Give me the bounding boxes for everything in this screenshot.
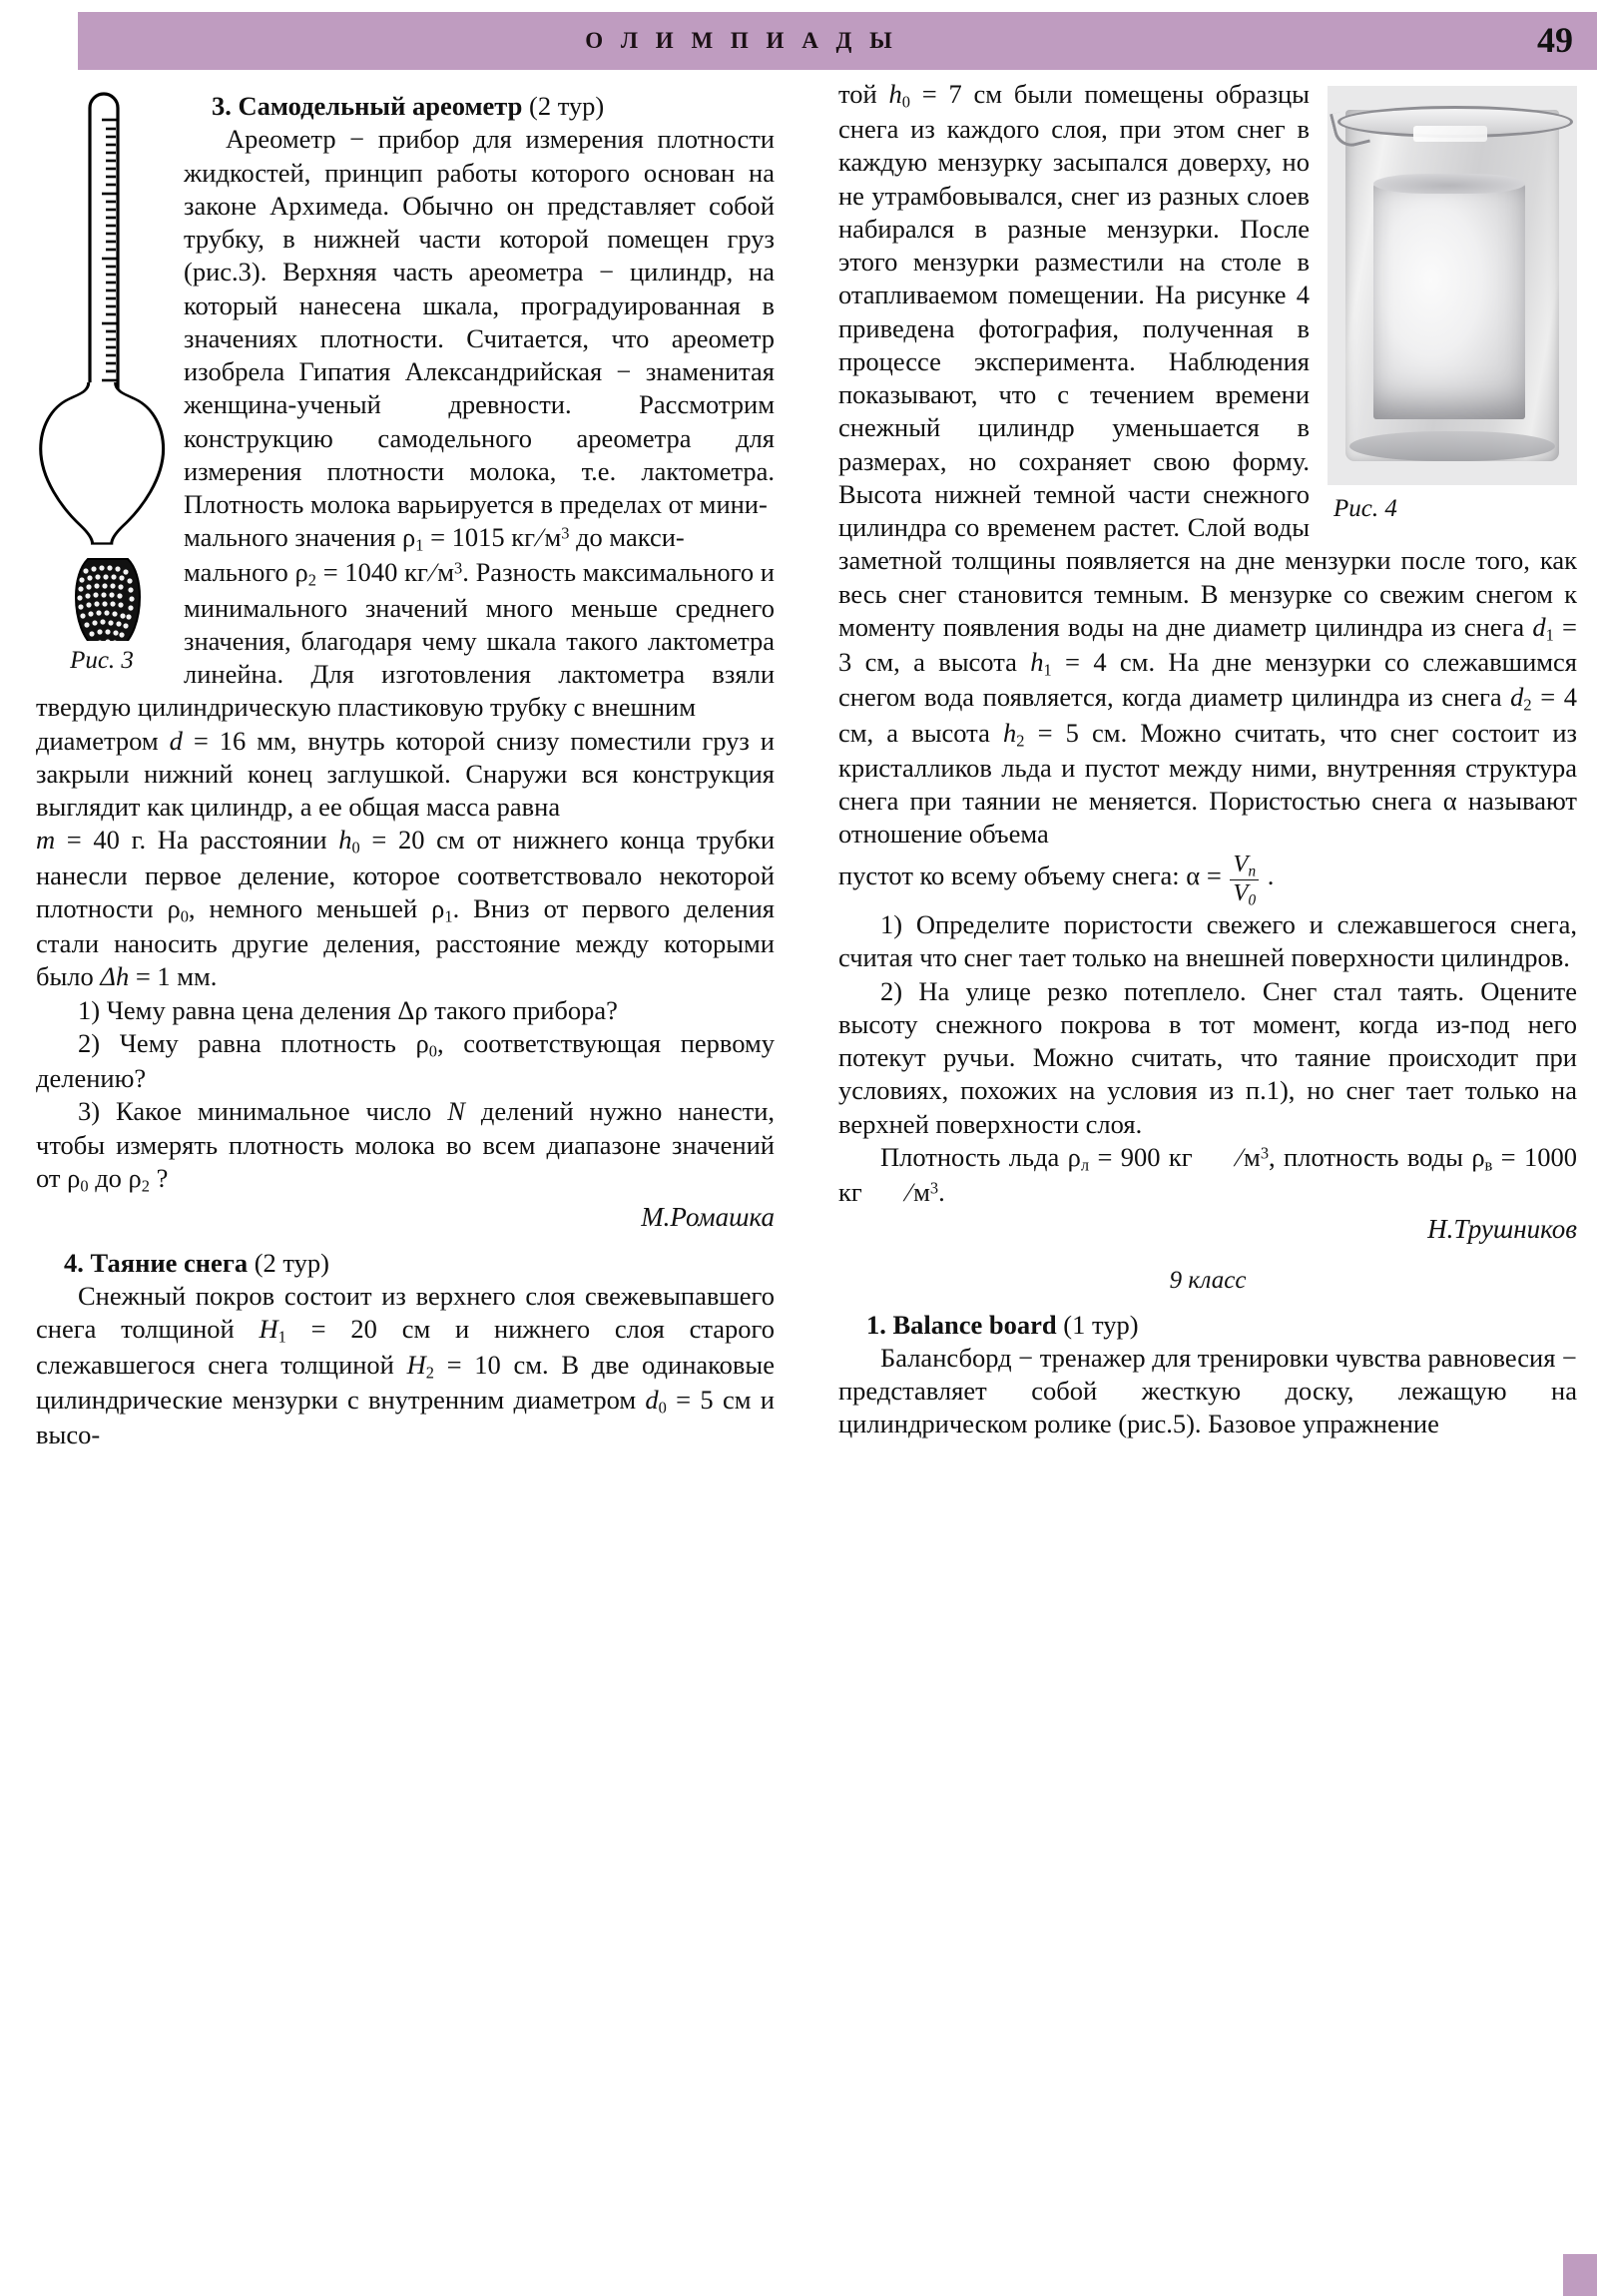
rho-water-symbol: ρ	[1471, 1141, 1485, 1172]
H1-symbol: H	[259, 1314, 278, 1345]
porosity-formula-line	[838, 852, 1577, 909]
unit-power: 3	[1260, 1143, 1270, 1163]
p4-middle-2: В две одинаковые цилиндрические мензурки с внутренним диаметром	[36, 1349, 775, 1415]
rho1-index: 1	[415, 535, 424, 555]
unit-m: м	[544, 522, 562, 553]
page-header-title: О Л И М П И А Д Ы	[585, 28, 898, 53]
unit-m: м	[913, 1177, 930, 1208]
rho2-symbol: ρ	[294, 557, 308, 588]
d-symbol: d	[169, 725, 183, 756]
h2-index: 2	[1016, 731, 1025, 751]
dens-middle: , плотность воды	[1269, 1141, 1472, 1172]
H1-index: 1	[277, 1328, 286, 1348]
problem-1-heading-bold: 1. Balance board	[866, 1309, 1057, 1340]
delta-h-equation: = 1 мм.	[129, 961, 218, 992]
problem-3-diameter-line	[36, 725, 775, 825]
porosity-den-symbol: V	[1233, 878, 1249, 906]
porosity-den-index: 0	[1248, 891, 1257, 909]
h0-symbol: h	[338, 825, 352, 856]
rc-tail-2: называют отношение объема	[838, 786, 1577, 850]
rc-lead-post: были помещены образцы снега из каждого слоя, при этом снег в каждую мензурку засыпался доверху, но не утрамбовывался, снег из разных слоев набирался в разные мензурки. После этого мензурки разместили на столе в отапливаемом помещении. На рисунке 4 приведена фотография, полученная в процессе эксперимента. Наблюдения показывают, что с течением времени снежный цилиндр уменьшается в размерах, но сохраняет свою форму. Высота нижней темной части снежного цилиндра со временем растет. Слой воды заметной толщины появляется на дне мензурки после того, как весь снег становится темным. В мензурке со свежим снегом к моменту появления воды на дне диаметр цилиндра из снега	[838, 79, 1577, 642]
d2-index: 2	[1523, 696, 1532, 715]
problem-4-question-2: 2) На улице резко потеплело. Снег стал таять. Оцените высоту снежного покрова в тот момент, когда из-под него потекут ручьи. Можно считать, что таяние происходит при условиях, похожих на условия из п.1), но снег тает только на верхней поверхности слоя.	[838, 975, 1577, 1139]
alpha-symbol: α	[1442, 786, 1457, 817]
h0-equation: = 20 см	[359, 825, 465, 856]
page-header-band	[78, 12, 1597, 70]
rho-ice-index: л	[1080, 1155, 1090, 1175]
slash-icon: /	[1231, 1141, 1248, 1172]
porosity-num-index: п	[1248, 861, 1257, 879]
q2-rho0-symbol: ρ	[415, 1027, 429, 1058]
right-column	[838, 78, 1577, 1441]
figure-4-beaker-photo	[1328, 86, 1577, 524]
q3-rho2-symbol: ρ	[128, 1162, 142, 1193]
q2-prefix: 2) Чему равна плотность	[78, 1027, 416, 1058]
p4-tail: и высо-	[36, 1384, 775, 1450]
d0-symbol: d	[645, 1384, 659, 1415]
p4-middle: и нижнего слоя старого слежавшегося снега толщиной	[36, 1314, 775, 1380]
rho-ice-symbol: ρ	[1067, 1141, 1081, 1172]
problem-4-heading-tail: (2 тур)	[248, 1247, 329, 1278]
slash-icon: /	[424, 557, 441, 588]
slash-icon: /	[900, 1177, 917, 1208]
rho1-suffix: до макси-	[569, 522, 685, 553]
rho1-equation: = 1015 кг	[423, 522, 536, 553]
slash-icon: /	[531, 522, 548, 553]
page-number: 49	[1537, 20, 1573, 60]
densities-line	[838, 1141, 1577, 1209]
unit-power: 3	[561, 523, 570, 543]
beaker-highlight	[1413, 126, 1487, 142]
snow-cylinder	[1373, 180, 1525, 419]
q3-rho0-symbol: ρ	[67, 1162, 81, 1193]
footer-corner-mark	[1563, 2254, 1597, 2296]
porosity-alpha-symbol: α	[1186, 860, 1201, 890]
beaker-photo-image	[1328, 86, 1577, 485]
m-symbol: m	[36, 825, 56, 856]
delta-rho-symbol: Δρ	[397, 994, 428, 1025]
d0-index: 0	[658, 1398, 667, 1418]
q3-question-mark: ?	[150, 1162, 169, 1193]
porosity-period: .	[1261, 860, 1275, 890]
problem-3-question-2	[36, 1027, 775, 1095]
rho0-index: 0	[180, 906, 189, 926]
figure-4-caption: Рис. 4	[1333, 495, 1397, 522]
h1-symbol: h	[1030, 647, 1044, 678]
q3-rho0-index: 0	[80, 1176, 89, 1196]
problem-3-mass-line	[36, 824, 775, 993]
q2-rho0-index: 0	[428, 1041, 437, 1061]
rho1b-index: 1	[444, 906, 453, 926]
left-column	[36, 78, 775, 1451]
figure-3-caption: Рис. 3	[70, 647, 134, 674]
rc-mid-2: На дне мензурки со слежавшимся снегом вода появляется, когда диаметр цилиндра из снега	[838, 647, 1577, 713]
dens-prefix: Плотность льда	[880, 1141, 1068, 1172]
rc-h0-symbol: h	[888, 79, 902, 109]
porosity-prefix: пустот ко всему объему снега:	[838, 860, 1187, 890]
rc-h0-equation: = 7 см	[909, 79, 1003, 109]
beaker-base	[1349, 431, 1555, 461]
figure-3-areometer	[36, 82, 168, 676]
h2-symbol: h	[1002, 717, 1017, 748]
h0-index: 0	[351, 839, 360, 859]
d2-equation: = 4 см,	[838, 682, 1577, 748]
rho1-symbol: ρ	[402, 522, 416, 553]
porosity-num-symbol: V	[1233, 850, 1249, 877]
H2-index: 2	[425, 1363, 434, 1383]
d1-index: 1	[1545, 625, 1554, 645]
q3-do: до	[88, 1162, 129, 1193]
rho0-suffix: , немного меньшей	[188, 892, 432, 923]
d-equation: = 16 мм,	[182, 725, 297, 756]
d1-equation: = 3 см,	[838, 611, 1577, 678]
rho1-prefix: мального значения	[184, 522, 403, 553]
delta-h-symbol: Δh	[100, 961, 130, 992]
problem-4-question-1: 1) Определите пористости свежего и слежавшегося снега, считая что снег тает только на внешней поверхности цилиндров.	[838, 909, 1577, 973]
d1-symbol: d	[1532, 611, 1546, 642]
q1-prefix: 1) Чему равна цена деления	[78, 994, 398, 1025]
porosity-numerator	[1230, 852, 1259, 879]
q3-middle: делений нужно нанести, чтобы измерять плотность молока во всем диапазоне значений от	[36, 1096, 776, 1193]
problem-4-heading-bold: 4. Таяние снега	[64, 1247, 249, 1278]
porosity-equals: =	[1200, 860, 1229, 890]
m-suffix: от нижнего конца трубки нанесли первое деление, которое соответствовало некоторой плотности	[36, 825, 776, 923]
problem-3-para2-tail: . Разность максимального и минимального значений много меньше среднего значения, благодаря чему шкала такого лактометра линейна. Для изготовления лактометра взяли твердую цилиндрическую пластиковую трубку с внешним	[36, 557, 775, 723]
problem-4-author: Н.Трушников	[1427, 1214, 1577, 1245]
q3-rho2-index: 2	[141, 1176, 150, 1196]
weight-mesh	[76, 559, 140, 641]
problem-3-question-1	[36, 994, 775, 1027]
rc-h0-index: 0	[901, 92, 910, 112]
rho1b-suffix: . Вниз от первого деления стали наносить другие деления, расстояние между которыми было	[36, 892, 775, 992]
d2-symbol: d	[1510, 682, 1524, 713]
dens-end: .	[938, 1177, 945, 1208]
N-symbol: N	[447, 1096, 465, 1127]
rho1b-symbol: ρ	[431, 892, 445, 923]
q3-prefix: 3) Какое минимальное число	[78, 1096, 448, 1127]
m-equation: = 40 г.	[55, 825, 147, 856]
rho2-index: 2	[307, 571, 316, 591]
unit-m: м	[1244, 1141, 1261, 1172]
rc-lead-prefix: той	[838, 79, 889, 109]
rho2-prefix: мального	[184, 557, 295, 588]
m-middle: На расстоянии	[146, 825, 339, 856]
snow-cylinder-top	[1373, 174, 1525, 194]
class-heading: 9 класс	[1169, 1267, 1247, 1295]
h2-equation: = 5 см.	[1024, 717, 1128, 748]
rho-water-index: в	[1484, 1155, 1493, 1175]
problem-1-heading-tail: (1 тур)	[1056, 1309, 1139, 1340]
problem-3-question-3	[36, 1095, 775, 1197]
porosity-fraction	[1230, 852, 1259, 909]
H1-equation: = 20 см	[285, 1314, 431, 1345]
problem-3-author: М.Ромашка	[641, 1202, 775, 1233]
unit-power: 3	[454, 558, 463, 578]
p4-prefix: Снежный покров состоит из верхнего слоя свежевыпавшего снега толщиной	[36, 1281, 775, 1345]
problem-3-heading-bold: 3. Самодельный ареометр	[212, 91, 523, 121]
problem-3-para1-text: Ареометр − прибор для измерения плотности жидкостей, принцип работы которого основан на законе Архимеда. Обычно он представляет собой трубку, в нижней части которой помещен груз (рис.3). Верхняя часть ареометра − цилиндр, на который нанесена шкала, проградуированная в значениях плотности. Считается, что ареометр изобрела Гипатия Александрийская − знаменитая женщина-ученый древности. Рассмотрим конструкцию самодельного ареометра для измерения плотности молока, т.е. лактометра. Плотность молока варьируется в пределах от мини-	[184, 124, 775, 519]
problem-1-paragraph: Балансборд − тренажер для тренировки чувства равновесия − представляет собой жесткую доску, лежащую на цилиндрическом ролике (рис.5). Базовое упражнение	[838, 1342, 1577, 1439]
d-prefix: диаметром	[36, 725, 170, 756]
rho-water-equation: = 1000 кг	[838, 1141, 1578, 1208]
areometer-diagram-icon	[36, 82, 168, 641]
d-suffix: внутрь которой снизу поместили груз и закрыли нижний конец заглушкой. Снаружи вся конструкция выглядит как цилиндр, а ее общая масса равна	[36, 725, 775, 823]
porosity-denominator	[1230, 879, 1259, 908]
q2-suffix: , соответствующая первому делению?	[36, 1027, 775, 1094]
H2-symbol: H	[406, 1349, 426, 1380]
rc-mid-1: а высота	[899, 647, 1031, 678]
rho-ice-equation: = 900 кг	[1089, 1141, 1193, 1172]
H2-equation: = 10 см.	[433, 1349, 549, 1380]
rho2-equation: = 1040 кг	[315, 557, 428, 588]
problem-4-heading	[36, 1247, 775, 1280]
q1-suffix: такого прибора?	[427, 994, 618, 1025]
rc-mid-3: а высота	[873, 717, 1003, 748]
unit-power: 3	[929, 1178, 939, 1198]
rho0-symbol: ρ	[167, 892, 181, 923]
h1-equation: = 4 см.	[1051, 647, 1156, 678]
rc-tail: Можно считать, что снег состоит из кристалликов льда и пустот между ними, внутренняя структура снега при таянии не меняется. Пористостью снега	[838, 717, 1577, 817]
page-body	[0, 78, 1597, 2296]
problem-3-heading-tail: (2 тур)	[522, 91, 605, 121]
problem-4-paragraph	[36, 1280, 775, 1451]
h1-index: 1	[1043, 660, 1052, 680]
unit-m: м	[437, 557, 454, 588]
problem-1-heading	[838, 1309, 1577, 1342]
d0-equation: = 5 см	[666, 1384, 752, 1415]
